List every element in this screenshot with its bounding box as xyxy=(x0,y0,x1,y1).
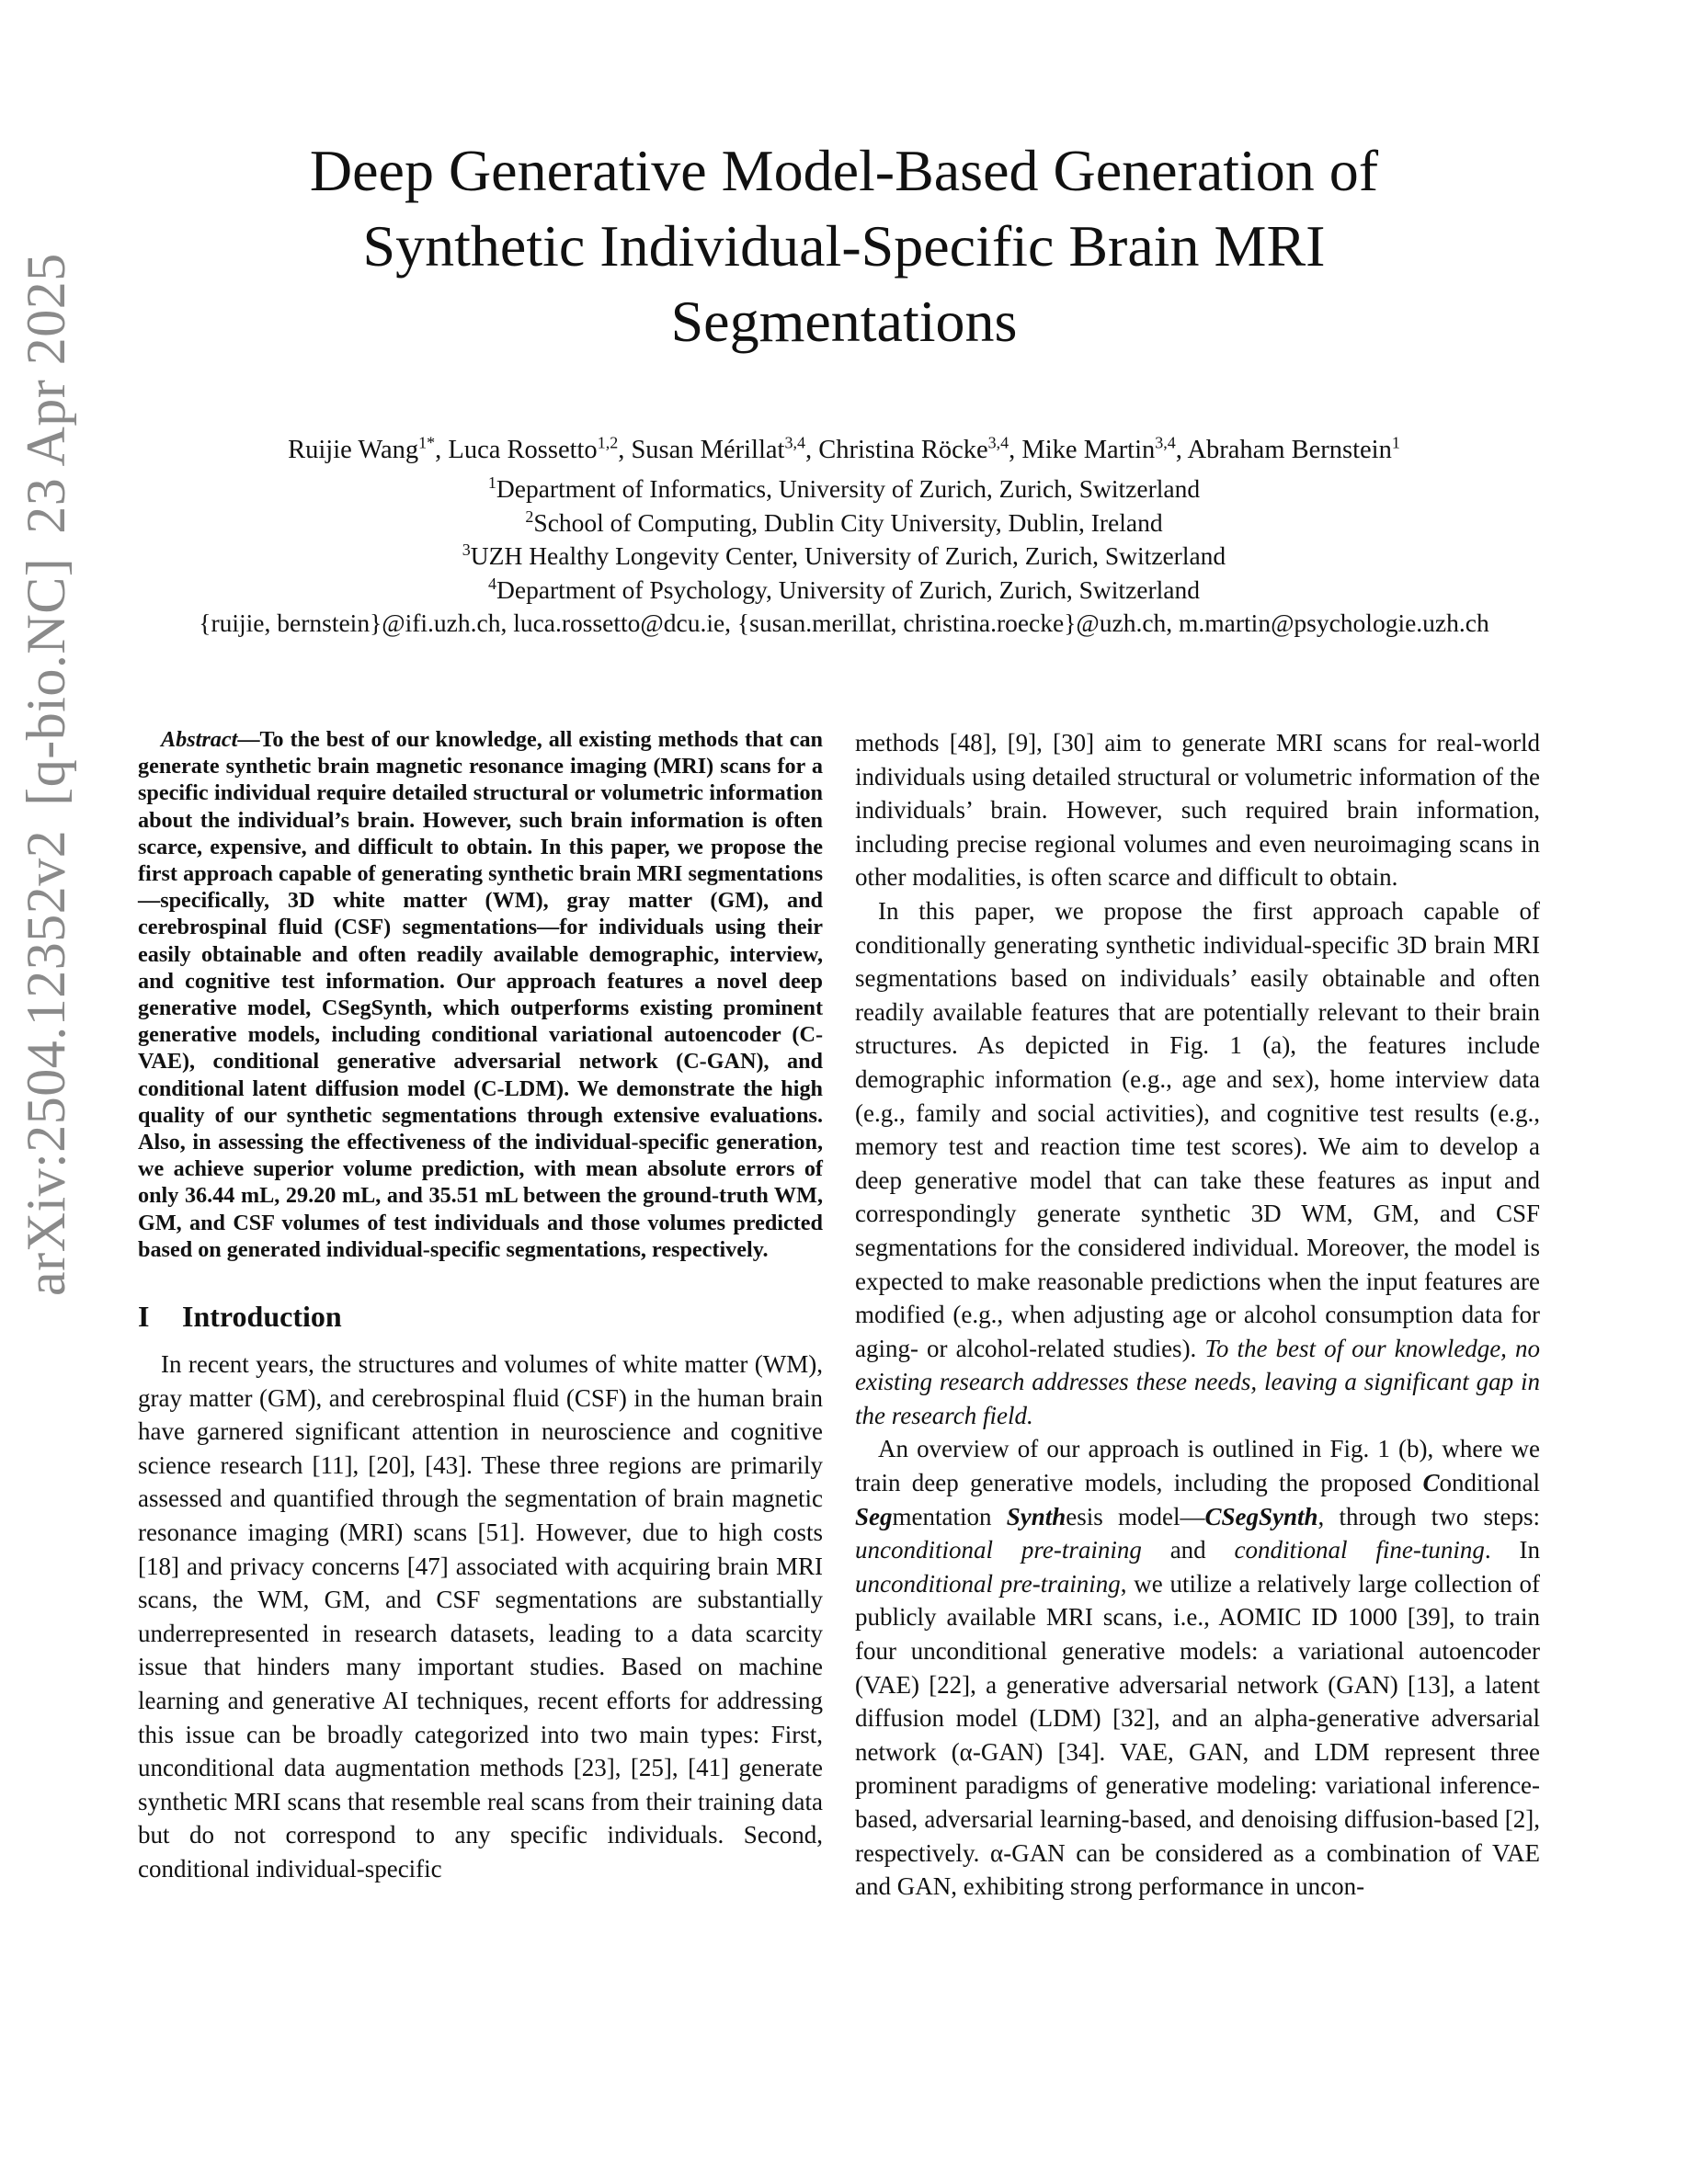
affiliation-text: Department of Psychology, University of Zurich, Zurich, Switzerland xyxy=(496,574,1200,604)
affiliation-list xyxy=(110,472,1578,641)
title-line: Synthetic Individual-Specific Brain MRI xyxy=(362,213,1326,279)
section-heading xyxy=(138,1298,823,1335)
paragraph-text: esis model— xyxy=(1066,1502,1205,1530)
intro-paragraph-continued: methods [48], [9], [30] aim to generate MRI scans for real-world individuals using detailed structural or volumetric information of the individuals’ brain. However, such required brain information, including precise regional volumes and even neuroimaging scans in other modalities, is often scarce and difficult to obtain. xyxy=(855,729,1540,892)
author-name: Mike Martin xyxy=(1021,436,1156,464)
right-column xyxy=(855,726,1540,1904)
paragraph-text: onditional xyxy=(1439,1469,1540,1497)
affiliation-mark: 1 xyxy=(487,472,496,492)
emphasized-text: To the best of our knowledge, no existing research addresses these needs, leaving a significant gap in the research field. xyxy=(855,1334,1540,1429)
affiliation xyxy=(110,506,1578,540)
acronym-letter: C xyxy=(1422,1469,1440,1497)
author-affiliation-mark: 3,4 xyxy=(987,433,1009,452)
affiliation-mark: 4 xyxy=(488,574,496,593)
paper-title xyxy=(138,133,1550,359)
affiliation-text: Department of Informatics, University of Zurich, Zurich, Switzerland xyxy=(496,474,1201,503)
affiliation xyxy=(110,540,1578,574)
author-affiliation-mark: 3,4 xyxy=(784,433,805,452)
emphasized-text: conditional fine-tuning xyxy=(1234,1536,1485,1564)
author-emails: {ruijie, bernstein}@ifi.uzh.ch, luca.rossetto@dcu.ie, {susan.merillat, christina.roecke}@uzh.ch, m.martin@psychologie.uzh.ch xyxy=(199,609,1489,638)
paragraph-text: , we utilize a relatively large collection of publicly available MRI scans, i.e., AOMIC ID 1000 [39], to train four unconditional generative models: a variational autoencoder (VAE) [22], a generative adversarial network (GAN) [13], a latent diffusion model (LDM) [32], and an alpha-generative adversarial network (α-GAN) [34]. VAE, GAN, and LDM represent three prominent paradigms of generative modeling: variational inference-based, adversarial learning-based, and denoising diffusion-based [2], respectively. α-GAN can be considered as a combination of VAE and GAN, exhibiting strong performance in uncon- xyxy=(855,1569,1541,1901)
paragraph-text: In this paper, we propose the first approach capable of conditionally generating synthetic individual-specific 3D brain MRI segmentations based on individuals’ easily obtainable and often readily available features that are potentially relevant to their brain structures. As depicted in Fig. 1 (a), the features include demographic information (e.g., age and sex), home interview data (e.g., family and social activities), and cognitive test results (e.g., memory test and reaction time test scores). We aim to develop a deep generative model that can take these features as input and correspondingly generate synthetic 3D WM, GM, and CSF segmentations for the considered individual. Moreover, the model is expected to make reasonable predictions when the input features are modified (e.g., when adjusting age or alcohol consumption data for aging- or alcohol-related studies). xyxy=(855,896,1540,1362)
paragraph-text: and xyxy=(1141,1536,1235,1564)
author-affiliation-mark: 1 xyxy=(1391,433,1400,452)
paragraph-text: mentation xyxy=(892,1502,1007,1530)
arxiv-date: 23 Apr 2025 xyxy=(16,253,76,534)
emphasized-text: unconditional pre-training xyxy=(855,1536,1142,1564)
left-column xyxy=(138,726,823,1886)
arxiv-watermark xyxy=(15,229,78,1296)
paragraph-text: . In xyxy=(1484,1536,1540,1564)
author-affiliation-mark: 3,4 xyxy=(1155,433,1176,452)
author-list: Ruijie Wang$^{1*}$, Luca Rossetto$^{1,2}$, Susan Mérillat$^{3,4}$, Christina Röcke$^{3,4}$, Mike Martin$^{3,4}$, Abraham Bernstein$^1$ xyxy=(288,433,1400,464)
acronym-letter: Synth xyxy=(1006,1502,1066,1530)
intro-paragraph xyxy=(855,894,1540,1433)
affiliation-mark: 2 xyxy=(525,506,534,526)
affiliation-mark: 3 xyxy=(462,540,471,560)
author-name: Luca Rossetto xyxy=(448,436,598,464)
paragraph-text: , through two steps: xyxy=(1317,1502,1540,1530)
abstract-label: Abstract xyxy=(161,727,238,752)
author-name: Christina Röcke xyxy=(818,436,988,464)
section-title: Introduction xyxy=(182,1300,342,1334)
affiliation xyxy=(110,472,1578,506)
acronym-letter: Seg xyxy=(855,1502,893,1530)
affiliation-text: UZH Healthy Longevity Center, University of Zurich, Zurich, Switzerland xyxy=(470,541,1226,571)
abstract-text: —To the best of our knowledge, all existing methods that can generate synthetic brain magnetic resonance imaging (MRI) scans for a specific individual require detailed structural or volumetric information about the individual’s brain. However, such brain information is often scarce, expensive, and difficult to obtain. In this paper, we propose the first approach capable of generating synthetic brain MRI segmentations—specifically, 3D white matter (WM), gray matter (GM), and cerebrospinal fluid (CSF) segmentations—for individuals using their easily obtainable and often readily available demographic, interview, and cognitive test information. Our approach features a novel deep generative model, CSegSynth, which outperforms existing prominent generative models, including conditional variational autoencoder (C-VAE), conditional generative adversarial network (C-GAN), and conditional latent diffusion model (C-LDM). We demonstrate the high quality of our synthetic segmentations through extensive evaluations. Also, in assessing the effectiveness of the individual-specific generation, we achieve superior volume prediction, with mean absolute errors of only 36.44 mL, 29.20 mL, and 35.51 mL between the ground-truth WM, GM, and CSF volumes of test individuals and those volumes predicted based on generated individual-specific segmentations, respectively. xyxy=(138,727,823,1262)
abstract xyxy=(138,726,823,1263)
arxiv-category: [q-bio.NC] xyxy=(16,557,76,806)
arxiv-id: arXiv:2504.12352v2 xyxy=(16,829,76,1296)
paragraph-text: An overview of our approach is outlined in Fig. 1 (b), where we train deep generative models, including the proposed xyxy=(855,1435,1540,1497)
affiliation xyxy=(110,574,1578,608)
title-line: Segmentations xyxy=(670,289,1018,354)
section-number: I xyxy=(138,1300,150,1334)
author-name: Ruijie Wang xyxy=(288,436,419,464)
affiliation-text: School of Computing, Dublin City University, Dublin, Ireland xyxy=(533,507,1163,537)
emphasized-text: unconditional pre-training xyxy=(855,1569,1121,1598)
title-line: Deep Generative Model-Based Generation of xyxy=(309,138,1379,203)
author-affiliation-mark: 1* xyxy=(418,433,436,452)
model-name: CSegSynth xyxy=(1204,1502,1318,1530)
intro-paragraph: In recent years, the structures and volumes of white matter (WM), gray matter (GM), and cerebrospinal fluid (CSF) in the human brain have garnered significant attention in neuroscience and cognitive science research [11], [20], [43]. These three regions are primarily assessed and quantified through the segmentation of brain magnetic resonance imaging (MRI) scans [51]. However, due to high costs [18] and privacy concerns [47] associated with acquiring brain MRI scans, the WM, GM, and CSF segmentations are substantially underrepresented in research datasets, leading to a data scarcity issue that hinders many important studies. Based on machine learning and generative AI techniques, recent efforts for addressing this issue can be broadly categorized into two main types: First, unconditional data augmentation methods [23], [25], [41] generate synthetic MRI scans that resemble real scans from their training data but do not correspond to any specific individuals. Second, conditional individual-specific xyxy=(138,1350,823,1883)
intro-paragraph xyxy=(855,1432,1540,1903)
author-name: Susan Mérillat xyxy=(631,436,785,464)
author-affiliation-mark: 1,2 xyxy=(597,433,619,452)
author-name: Abraham Bernstein xyxy=(1187,436,1392,464)
